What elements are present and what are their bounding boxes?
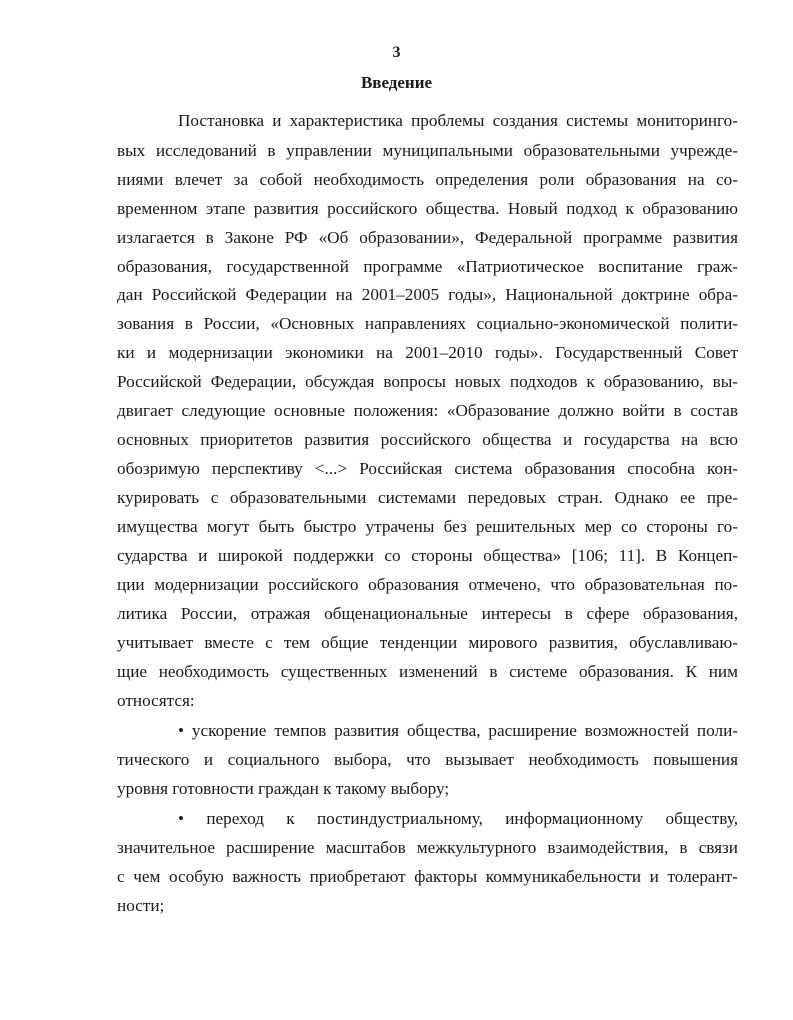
text-line: литика России, отражая общенациональные интересы в сфере образования, xyxy=(117,604,738,623)
text-line: ности; xyxy=(117,896,165,915)
page-number: 3 xyxy=(392,44,401,61)
text-line: дан Российской Федерации на 2001–2005 годы», Национальной доктрине обра- xyxy=(117,285,738,304)
bullet-item-line: • ускорение темпов развития общества, расширение возможностей поли- xyxy=(178,721,738,740)
text-line: двигает следующие основные положения: «Образование должно войти в состав xyxy=(117,401,738,420)
text-line: ции модернизации российского образования отмечено, что образовательная по- xyxy=(117,575,738,594)
text-line: временном этапе развития российского общества. Новый подход к образованию xyxy=(117,199,738,218)
text-line: Постановка и характеристика проблемы создания системы мониторинго- xyxy=(178,111,738,130)
text-line: излагается в Законе РФ «Об образовании», Федеральной программе развития xyxy=(117,228,738,247)
text-line: основных приоритетов развития российского общества и государства на всю xyxy=(117,430,738,449)
text-line: учитывает вместе с тем общие тенденции мирового развития, обуславливаю- xyxy=(117,633,738,652)
text-line: зования в России, «Основных направлениях социально-экономической полити- xyxy=(117,314,738,333)
bullet-item-line: • переход к постиндустриальному, информационному обществу, xyxy=(178,809,738,828)
text-line: ки и модернизации экономики на 2001–2010 годы». Государственный Совет xyxy=(117,343,738,362)
text-line: вых исследований в управлении муниципальными образовательными учрежде- xyxy=(117,141,738,160)
text-line: значительное расширение масштабов межкультурного взаимодействия, в связи xyxy=(117,838,738,857)
text-line: с чем особую важность приобретают факторы коммуникабельности и толерант- xyxy=(117,867,738,886)
text-line: Российской Федерации, обсуждая вопросы новых подходов к образованию, вы- xyxy=(117,372,738,391)
text-line: щие необходимость существенных изменений в системе образования. К ним xyxy=(117,662,738,681)
text-line: обозримую перспективу <...> Российская система образования способна кон- xyxy=(117,459,738,478)
section-heading: Введение xyxy=(360,73,433,92)
text-line: сударства и широкой поддержки со стороны общества» [106; 11]. В Концеп- xyxy=(117,546,738,565)
text-line: имущества могут быть быстро утрачены без решительных мер со стороны го- xyxy=(117,517,738,536)
text-line: уровня готовности граждан к такому выбору; xyxy=(117,779,450,798)
text-line: курировать с образовательными системами передовых стран. Однако ее пре- xyxy=(117,488,738,507)
text-line: тического и социального выбора, что вызывает необходимость повышения xyxy=(117,750,738,769)
text-line: образования, государственной программе «Патриотическое воспитание граж- xyxy=(117,257,738,276)
text-line: ниями влечет за собой необходимость определения роли образования на со- xyxy=(117,170,738,189)
text-line: относятся: xyxy=(117,691,195,710)
